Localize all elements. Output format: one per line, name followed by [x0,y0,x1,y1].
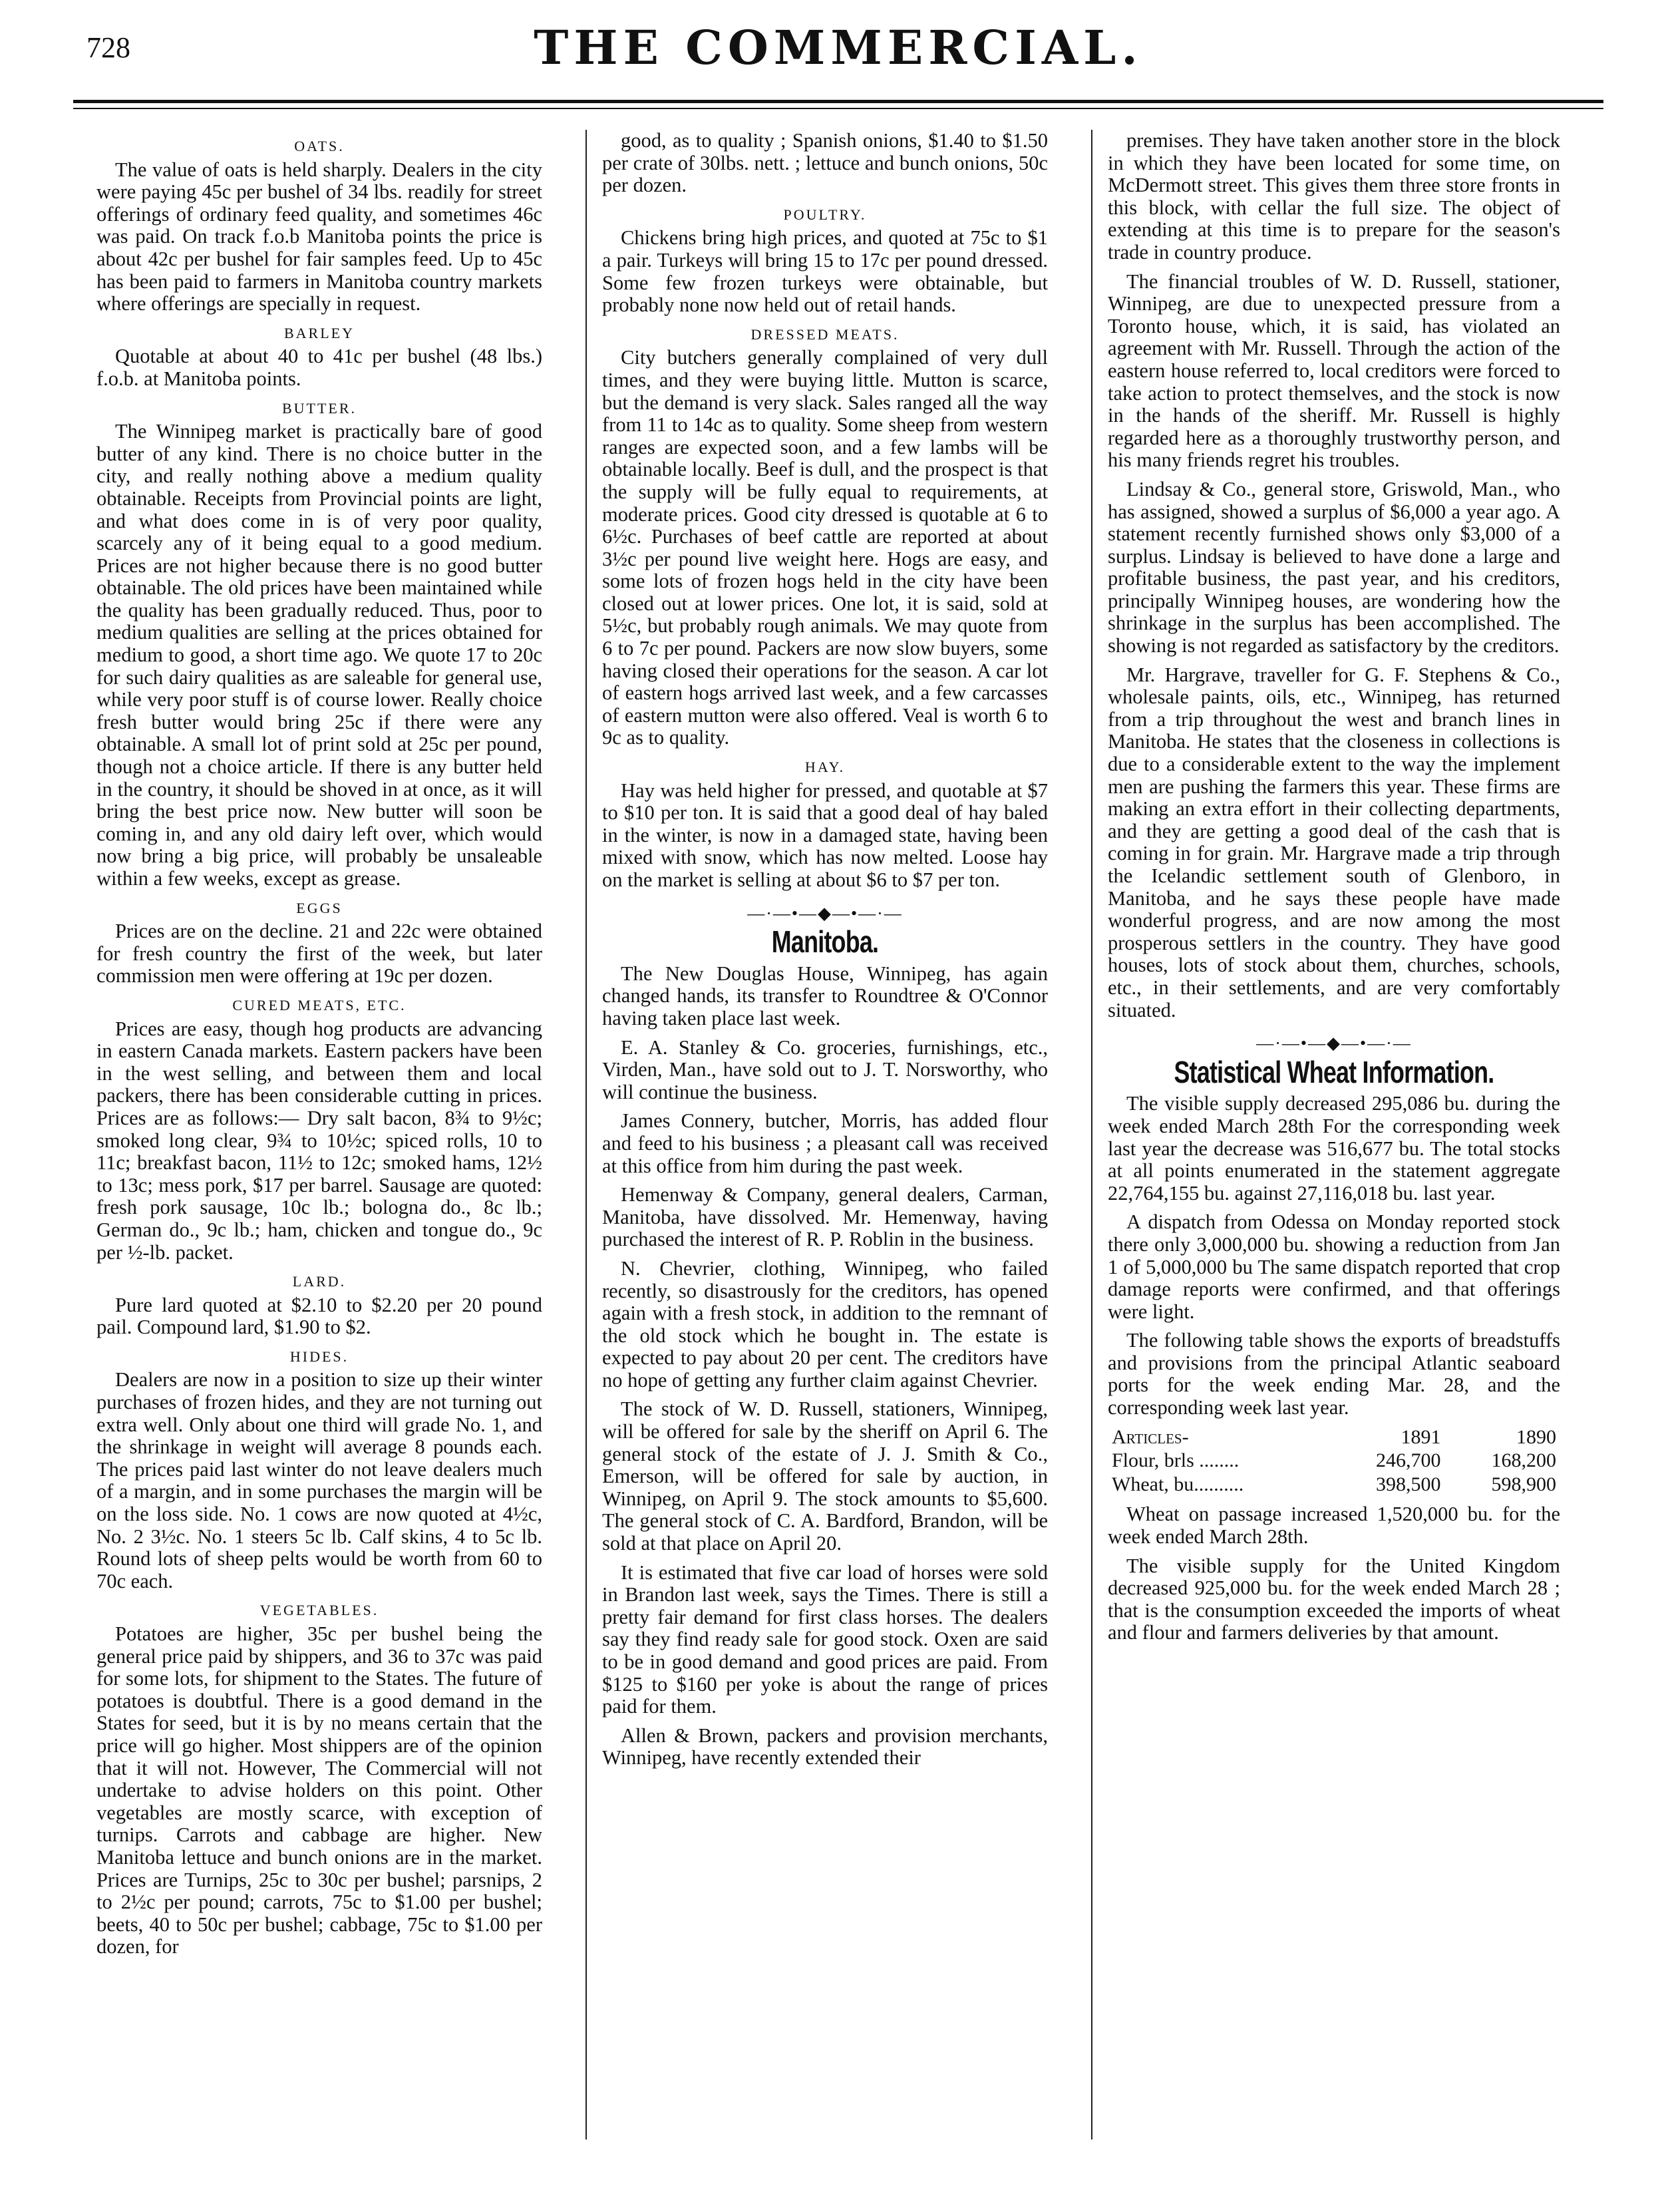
ornamental-divider: —·—•—◆—•—·— [1256,1033,1412,1053]
page-number: 728 [86,31,130,64]
section-heading: BUTTER. [281,399,357,417]
table-cell: 246,700 [1376,1449,1441,1472]
paragraph: It is estimated that five car load of horses were sold in Brandon last week, says the Times. There is still a pretty fair demand for first class horses. The dealers say they find ready sale for good stock. Oxen are said to be in good demand and good prices are paid. From $125 to $160 per yoke is about the range of prices paid for them. [602,1561,1048,1718]
section-heading: HAY. [804,759,846,776]
column-divider [1091,130,1092,2139]
ornamental-divider: —·—•—◆—•—·— [747,903,903,923]
paragraph: Wheat on passage increased 1,520,000 bu. for the week ended March 28th. [1108,1503,1560,1549]
paragraph: Pure lard quoted at $2.10 to $2.20 per 20 pound pail. Compound lard, $1.90 to $2. [96,1293,542,1339]
table-header: Articles- [1112,1425,1189,1448]
paragraph: City butchers generally complained of very dull times, and they were buying little. Mutton is scarce, but the demand is very slack. Sales ranged all the way from 11 to 14c as to quality. Some sheep from western ranges are expected soon, and a few lambs will be obtainable locally. Beef is dull, and the prospect is that the supply will be fully equal to requirements, at moderate prices. Good city dressed is quotable at 6 to 6½c. Purchases of beef cattle are reported at about 3½c per pound live weight here. Hogs are easy, and some lots of frozen hogs held in the city have been closed out at lower prices. One lot, it is said, sold at 5½c, but probably rough animals. We may quote from 6 to 7c per pound. Packers are now slow buyers, some having closed their operations for the season. A car lot of eastern hogs arrived last week, and a few carcasses of eastern mutton were also offered. Veal is worth 6 to 9c as to quality. [602,346,1048,749]
masthead [73,12,1603,105]
table-header: 1890 [1516,1425,1556,1448]
column-2 [602,130,1048,1776]
paragraph: The visible supply decreased 295,086 bu. during the week ended March 28th For the corresponding week last year the decrease was 516,677 bu. The total stocks at all points enumerated in the statement aggregate 22,764,155 bu. against 27,116,018 bu. last year. [1108,1092,1560,1204]
paragraph: N. Chevrier, clothing, Winnipeg, who failed recently, so disastrously for the creditors, has opened again with a fresh stock, in addition to the remnant of the old stock which he bought in. The estate is expected to pay about 20 per cent. The creditors have no hope of getting any further claim against Chevrier. [602,1256,1048,1391]
paragraph: Potatoes are higher, 35c per bushel being the general price paid by shippers, and 36 to 37c was paid for some lots, for shipment to the States. The future of potatoes is doubtful. There is a good demand in the States for seed, but it is by no means certain that the price will go higher. Most shippers are of the opinion that it will not. However, The Commercial will not undertake to advise holders on this point. Other vegetables are mostly scarce, with exception of turnips. Carrots and cabbage are higher. New Manitoba lettuce and bunch onions are in the market. Prices are Turnips, 25c to 30c per bushel; parsnips, 2 to 2½c per pound; carrots, 75c to $1.00 per bushel; beets, 40 to 50c per bushel; cabbage, 75c to $1.00 per dozen, for [96,1622,542,1958]
paragraph: Prices are on the decline. 21 and 22c were obtained for fresh country the first of the week, but later commission men were offering at 19c per dozen. [96,920,542,988]
column-3 [1108,130,1560,1651]
table-header: 1891 [1401,1425,1441,1448]
header-rule-thin [73,108,1603,109]
paragraph: Mr. Hargrave, traveller for G. F. Stephens & Co., wholesale paints, oils, etc., Winnipeg, has returned from a trip throughout the west and branch lines in Manitoba. He states that the closeness in collections is due to a considerable extent to the way the implement men are pushing the farmers this year. These firms are making an extra effort in their collecting departments, and they are getting a good deal of the cash that is coming in for grain. Mr. Hargrave made a trip through the Icelandic settlement south of Glenboro, in Manitoba, and he says these people have made wonderful progress, and are now among the most prosperous settlers in the country. They have good houses, lots of stock about them, churches, schools, etc., in their settlements, and are very comfortably situated. [1108,663,1560,1021]
paragraph: A dispatch from Odessa on Monday reported stock there only 3,000,000 bu. showing a reduction from Jan 1 of 5,000,000 bu The same dispatch reported that crop damage reports were confirmed, and that offerings were light. [1108,1210,1560,1323]
table-row [1108,1473,1560,1497]
header-rule [73,100,1603,103]
section-heading: POULTRY. [783,206,867,223]
section-heading: DRESSED MEATS. [750,325,900,343]
table-cell: 168,200 [1491,1449,1556,1472]
section-heading: EGGS [296,899,343,916]
paragraph: Hemenway & Company, general dealers, Carman, Manitoba, have dissolved. Mr. Hemenway, having purchased the interest of R. P. Roblin in the business. [602,1183,1048,1251]
table-cell: Flour, brls ........ [1112,1449,1240,1472]
column-3-top [1108,130,1560,1419]
section-heading: OATS. [294,138,345,154]
table-cell: 598,900 [1491,1473,1556,1495]
section-heading: VEGETABLES. [259,1602,379,1619]
paragraph: The financial troubles of W. D. Russell, stationer, Winnipeg, are due to unexpected pressure from a Toronto house, which, it is said, has violated an agreement with Mr. Russell. Through the action of the eastern house referred to, local creditors were forced to take action to protect themselves, and the stock is now in the hands of the sheriff. Mr. Russell is highly regarded here as a thoroughly trustworthy person, and his many friends regret his troubles. [1108,270,1560,472]
exports-table [1108,1426,1560,1497]
section-heading: BARLEY [284,324,355,341]
column-divider [585,130,587,2139]
section-heading: HIDES. [289,1348,349,1365]
section-heading: LARD. [292,1273,347,1290]
paragraph: James Connery, butcher, Morris, has added flour and feed to his business ; a pleasant call was received at this office from him during the past week. [602,1109,1048,1177]
section-heading: CURED MEATS, ETC. [232,996,407,1014]
article-headline: Statistical Wheat Information. [1174,1054,1494,1089]
paragraph: Prices are easy, though hog products are advancing in eastern Canada markets. Eastern packers have been in the west selling, and between them and local packers, there has been considerable cutting in prices. Prices are as follows:— Dry salt bacon, 8¾ to 9½c; smoked long clear, 9¾ to 10½c; spiced rolls, 10 to 11c; breakfast bacon, 11½ to 12c; smoked hams, 12½ to 13c; mess pork, $17 per barrel. Sausage are quoted: fresh pork sausage, 10c lb.; bologna do., 8c lb.; German do., 9c lb.; ham, chicken and tongue do., 9c per ½-lb. packet. [96,1017,542,1264]
paragraph: Hay was held higher for pressed, and quotable at $7 to $10 per ton. It is said that a good deal of hay baled in the winter, is now in a damaged state, having been mixed with snow, which has now melted. Loose hay on the market is selling at about $6 to $7 per ton. [602,779,1048,891]
paragraph: The New Douglas House, Winnipeg, has again changed hands, its transfer to Roundtree & O'Connor having taken place last week. [602,962,1048,1029]
paragraph: The visible supply for the United Kingdom decreased 925,000 bu. for the week ended March 28 ; that is the consumption exceeded the imports of wheat and flour and farmers deliveries by that amount. [1108,1554,1560,1644]
paragraph: E. A. Stanley & Co. groceries, furnishings, etc., Virden, Man., have sold out to J. T. Norsworthy, who will continue the business. [602,1035,1048,1103]
paragraph: The Winnipeg market is practically bare of good butter of any kind. There is no choice butter in the city, and really nothing above a medium quality obtainable. Receipts from Provincial points are light, and what does come in is of very poor quality, scarcely any of it being equal to a good medium. Prices are not higher because there is no good butter obtainable. The old prices have been maintained while the quality has been gradually reduced. Thus, poor to medium qualities are selling at the prices obtained for medium to good, a short time ago. We quote 17 to 20c for such dairy qualities as are saleable for general use, while very poor stuff is of course lower. Really choice fresh butter would bring 25c if there were any obtainable. A small lot of print sold at 25c per pound, though not a choice article. If there is any butter held in the country, it should be shoved in at once, as it will bring the best price now. New butter will soon be coming in, and any old dairy left over, which would now bring a big price, will probably be unsaleable within a few weeks, except as grease. [96,420,542,890]
paragraph: The stock of W. D. Russell, stationers, Winnipeg, will be offered for sale by the sheriff on April 6. The general stock of the estate of J. J. Smith & Co., Emerson, will be offered for sale by auction, in Winnipeg, on April 9. The stock amounts to $5,600. The general stock of C. A. Bardford, Brandon, will be sold at that place on April 20. [602,1397,1048,1555]
paragraph: Chickens bring high prices, and quoted at 75c to $1 a pair. Turkeys will bring 15 to 17c per pound dressed. Some few frozen turkeys were obtainable, but probably none now held out of retail hands. [602,226,1048,317]
column-3-bottom [1108,1503,1560,1644]
paragraph: Quotable at about 40 to 41c per bushel (48 lbs.) f.o.b. at Manitoba points. [96,345,542,390]
table-cell: 398,500 [1376,1473,1441,1495]
table-row [1108,1449,1560,1473]
paragraph: good, as to quality ; Spanish onions, $1.40 to $1.50 per crate of 30lbs. nett. ; lettuce and bunch onions, 50c per dozen. [602,129,1048,197]
table-cell: Wheat, bu.......... [1112,1473,1244,1495]
table-header-row [1108,1426,1560,1450]
paragraph: The value of oats is held sharply. Dealers in the city were paying 45c per bushel of 34 lbs. readily for street offerings of ordinary feed quality, and sometimes 46c was paid. On track f.o.b Manitoba points the price is about 42c per bushel for fair samples feed. Up to 45c has been paid to farmers in Manitoba country markets where offerings are specially in request. [96,158,542,315]
newspaper-title: THE COMMERCIAL. [534,20,1143,75]
paragraph: Lindsay & Co., general store, Griswold, Man., who has assigned, showed a surplus of $6,000 a year ago. A statement recently furnished shows only $3,000 of a surplus. Lindsay is believed to have done a large and profitable business, the past year, and his creditors, principally Winnipeg houses, are wondering how the shrinkage in the surplus has been accomplished. The showing is not regarded as satisfactory by the creditors. [1108,477,1560,657]
paragraph: premises. They have taken another store in the block in which they have been located for some time, on McDermott street. This gives them three store fronts in this block, with cellar the full size. The object of extending at this time is to prepare for the season's trade in country produce. [1108,129,1560,264]
column-1 [96,130,542,1965]
paragraph: Dealers are now in a position to size up their winter purchases of frozen hides, and they are not turning out extra well. Only about one third will grade No. 1, and the shrinkage in weight will average 8 pounds each. The prices paid last winter do not leave dealers much of a margin, and in some purchases the margin will be on the loss side. No. 1 cows are now quoted at 4½c, No. 2 3½c. No. 1 steers 5c lb. Calf skins, 4 to 5c lb. Round lots of sheep pelts would be worth from 60 to 70c each. [96,1368,542,1592]
paragraph: The following table shows the exports of breadstuffs and provisions from the principal Atlantic seaboard ports for the week ending Mar. 28, and the corresponding week last year. [1108,1329,1560,1419]
article-headline: Manitoba. [771,924,879,960]
paragraph: Allen & Brown, packers and provision merchants, Winnipeg, have recently extended their [602,1724,1048,1769]
